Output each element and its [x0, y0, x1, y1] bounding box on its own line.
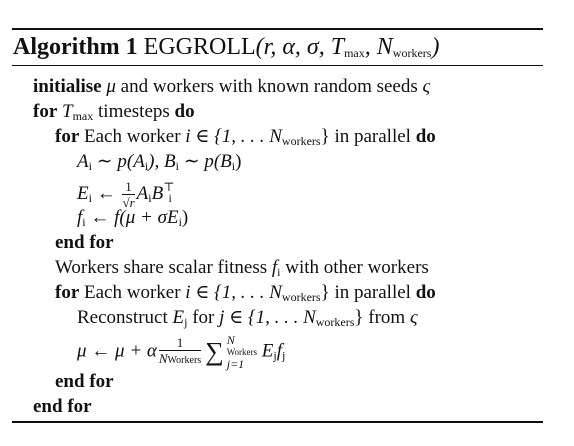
line-for-each-worker: for Each worker i ∈ {1, . . . $N_{workers}$} in parallel do — [55, 126, 436, 148]
line-sample-ab: $A_i$ ∼ $p(A_i)$, $B_i$ ∼ $p(B_i)$ — [77, 151, 242, 173]
line-update-mu: μ ← μ + α $\frac{1}{\text{NWorkers}}$ ∑ N Workers j=1 $E_jf_j$ — [77, 333, 286, 371]
header-rule — [12, 65, 543, 66]
line-end-for-inner-1: end for — [55, 232, 114, 253]
fraction-one-over-n-workers: $\frac{1}{\text{NWorkers}}$ — [158, 335, 202, 366]
algorithm-name: EGGROLL — [143, 34, 256, 60]
summation-symbol: ∑ — [205, 337, 224, 367]
bottom-rule — [12, 421, 543, 423]
line-for-timesteps: for $T_{max}$ timesteps do — [33, 101, 195, 123]
fraction-one-over-sqrt-r: $\frac{1}{√r}$ — [122, 178, 135, 210]
algorithm-title — [13, 33, 439, 67]
summation-limits: N Workers j=1 — [226, 333, 257, 371]
line-initialise: initialise μ and workers with known random seeds ς — [33, 76, 431, 97]
line-compute-e: $E_i$ ← $\frac{1}{√r}$ $A_iB^⊤_i$ — [77, 178, 175, 210]
line-end-for-inner-2: end for — [55, 371, 114, 392]
line-share-fitness: Workers share scalar fitness $f_i$ with other workers — [55, 257, 429, 279]
line-for-each-worker-2: for Each worker i ∈ {1, . . . $N_{workers}$} in parallel do — [55, 282, 436, 304]
line-end-for-outer: end for — [33, 396, 92, 417]
algorithm-label: Algorithm 1 — [13, 34, 138, 60]
top-rule — [12, 28, 543, 30]
algorithm-args: (r, α, σ, $T_{max}$, $N_{workers}$) — [255, 34, 440, 60]
line-compute-f: $f_i$ ← $f(\mu + \sigma E_i)$ — [77, 207, 189, 229]
line-reconstruct: Reconstruct $E_j$ for j ∈ {1, . . . $N_{workers}$} from ς — [77, 307, 418, 329]
